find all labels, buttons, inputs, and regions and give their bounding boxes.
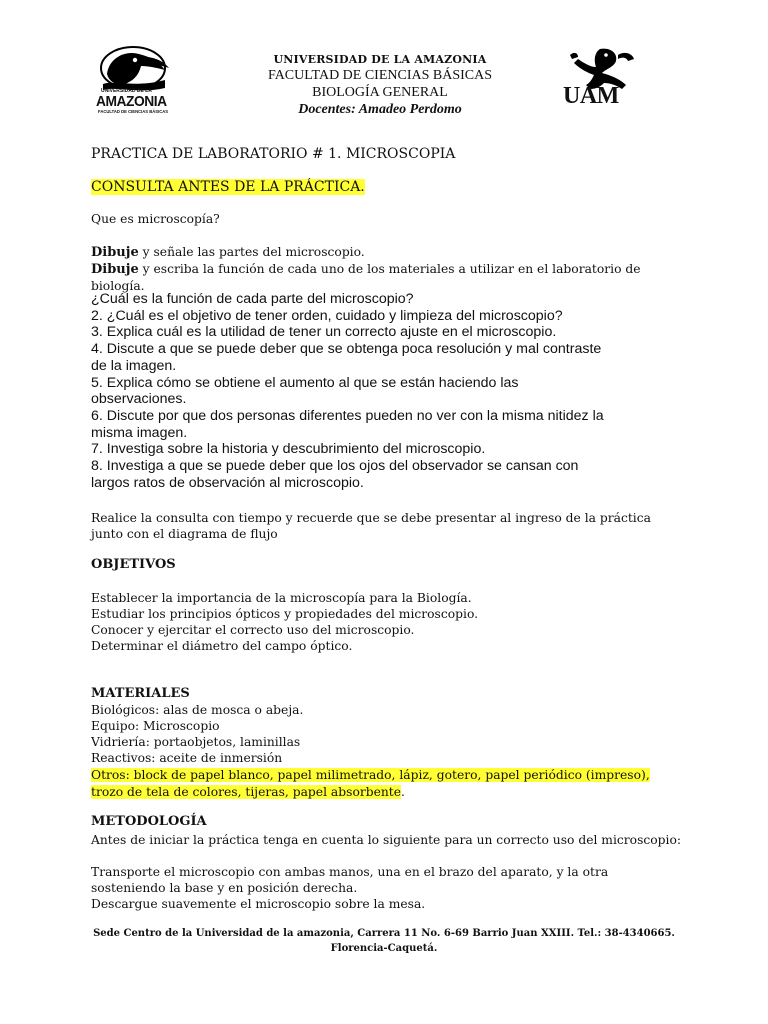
question-item: observaciones. [91,391,187,408]
dibuje-bold-1: Dibuje [91,245,139,260]
material-other-line-2 [91,784,650,800]
course-name: BIOLOGÍA GENERAL [312,85,448,100]
question-item: 4. Discute a que se puede deber que se obtenga poca resolución y mal contraste [91,341,602,358]
footer-city: Florencia-Caquetá. [330,943,438,954]
methodology-step: Descargue suavemente el microscopio sobre la mesa. [91,897,426,911]
dibuje-bold-2: Dibuje [91,262,139,277]
document-header [180,53,580,118]
teachers-line: Docentes: Amadeo Perdomo [298,102,462,117]
question-item: de la imagen. [91,357,177,374]
question-item: 6. Discute por que dos personas diferentes pueden no ver con la misma nitidez la [91,407,604,424]
logo-left-main-text: AMAZONIA [96,93,167,110]
objective-item: Determinar el diámetro del campo óptico. [91,639,353,653]
drawing-instructions [91,244,641,294]
methodology-steps [91,864,608,912]
material-item: Biológicos: alas de mosca o abeja. [91,703,304,717]
objective-item: Establecer la importancia de la microscopía para la Biología. [91,591,472,605]
methodology-step: sosteniendo la base y en posición derecha. [91,881,358,895]
material-item: Vidriería: portaobjetos, laminillas [91,735,301,749]
question-item: misma imagen. [91,424,188,441]
objective-item: Conocer y ejercitar el correcto uso del microscopio. [91,623,415,637]
page-footer [0,926,768,956]
logo-left-sub-text: FACULTAD DE CIENCIAS BÁSICAS [98,109,169,114]
consult-note-line: junto con el diagrama de flujo [91,527,278,541]
drawing-instruction-2-cont: biología. [91,279,145,293]
drawing-instruction-1 [91,244,641,261]
material-other-line-1 [91,767,650,783]
university-logo [95,44,177,116]
question-item: 5. Explica cómo se obtiene el aumento al que se están haciendo las [91,374,519,391]
material-other-period: . [401,785,405,799]
faculty-name: FACULTAD DE CIENCIAS BÁSICAS [267,68,493,83]
consult-note [91,510,651,542]
consult-heading: CONSULTA ANTES DE LA PRÁCTICA. [91,179,365,195]
questions-list [91,291,604,491]
objectives-heading: OBJETIVOS [91,557,176,572]
question-item: 2. ¿Cuál es el objetivo de tener orden, cuidado y limpieza del microscopio? [91,307,563,324]
question-item: ¿Cuál es la función de cada parte del microscopio? [91,291,414,307]
materials-list [91,702,650,800]
uam-logo-text: UAM [563,83,619,109]
materials-heading: MATERIALES [91,686,190,701]
objectives-list [91,590,478,654]
drawing-instruction-2 [91,261,641,278]
methodology-heading: METODOLOGÍA [91,814,207,829]
material-item: Equipo: Microscopio [91,719,220,733]
consult-heading-wrap [91,179,365,195]
material-item: Reactivos: aceite de inmersión [91,751,283,765]
question-item: 3. Explica cuál es la utilidad de tener un correcto ajuste en el microscopio. [91,324,557,341]
methodology-intro: Antes de iniciar la práctica tenga en cuenta lo siguiente para un correcto uso del microscopio: [91,833,682,847]
uam-logo [560,43,640,113]
dibuje-rest-1: y señale las partes del microscopio. [138,245,365,259]
objective-item: Estudiar los principios ópticos y propiedades del microscopio. [91,607,479,621]
question-item: largos ratos de observación al microscopio. [91,474,364,491]
question-item: 7. Investiga sobre la historia y descubrimiento del microscopio. [91,441,486,458]
methodology-step: Transporte el microscopio con ambas manos, una en el brazo del aparato, y la otra [91,865,609,879]
logo-left-top-text: UNIVERSIDAD DE LA [101,88,152,94]
material-other-highlight-2: trozo de tela de colores, tijeras, papel absorbente [91,785,402,799]
question-item: 8. Investiga a que se puede deber que los ojos del observador se cansan con [91,458,579,475]
question-microscopy: Que es microscopía? [91,212,220,226]
practice-title: PRACTICA DE LABORATORIO # 1. MICROSCOPIA [91,146,456,162]
dibuje-rest-2: y escriba la función de cada uno de los materiales a utilizar en el laboratorio de [138,262,641,276]
material-other-highlight-1: Otros: block de papel blanco, papel milimetrado, lápiz, gotero, papel periódico (impreso), [91,768,650,782]
university-name: UNIVERSIDAD DE LA AMAZONIA [273,53,487,66]
footer-address: Sede Centro de la Universidad de la amazonia, Carrera 11 No. 6-69 Barrio Juan XXIII. Tel.: 38-4340665. [93,928,675,939]
consult-note-line: Realice la consulta con tiempo y recuerde que se debe presentar al ingreso de la práctica [91,511,651,525]
